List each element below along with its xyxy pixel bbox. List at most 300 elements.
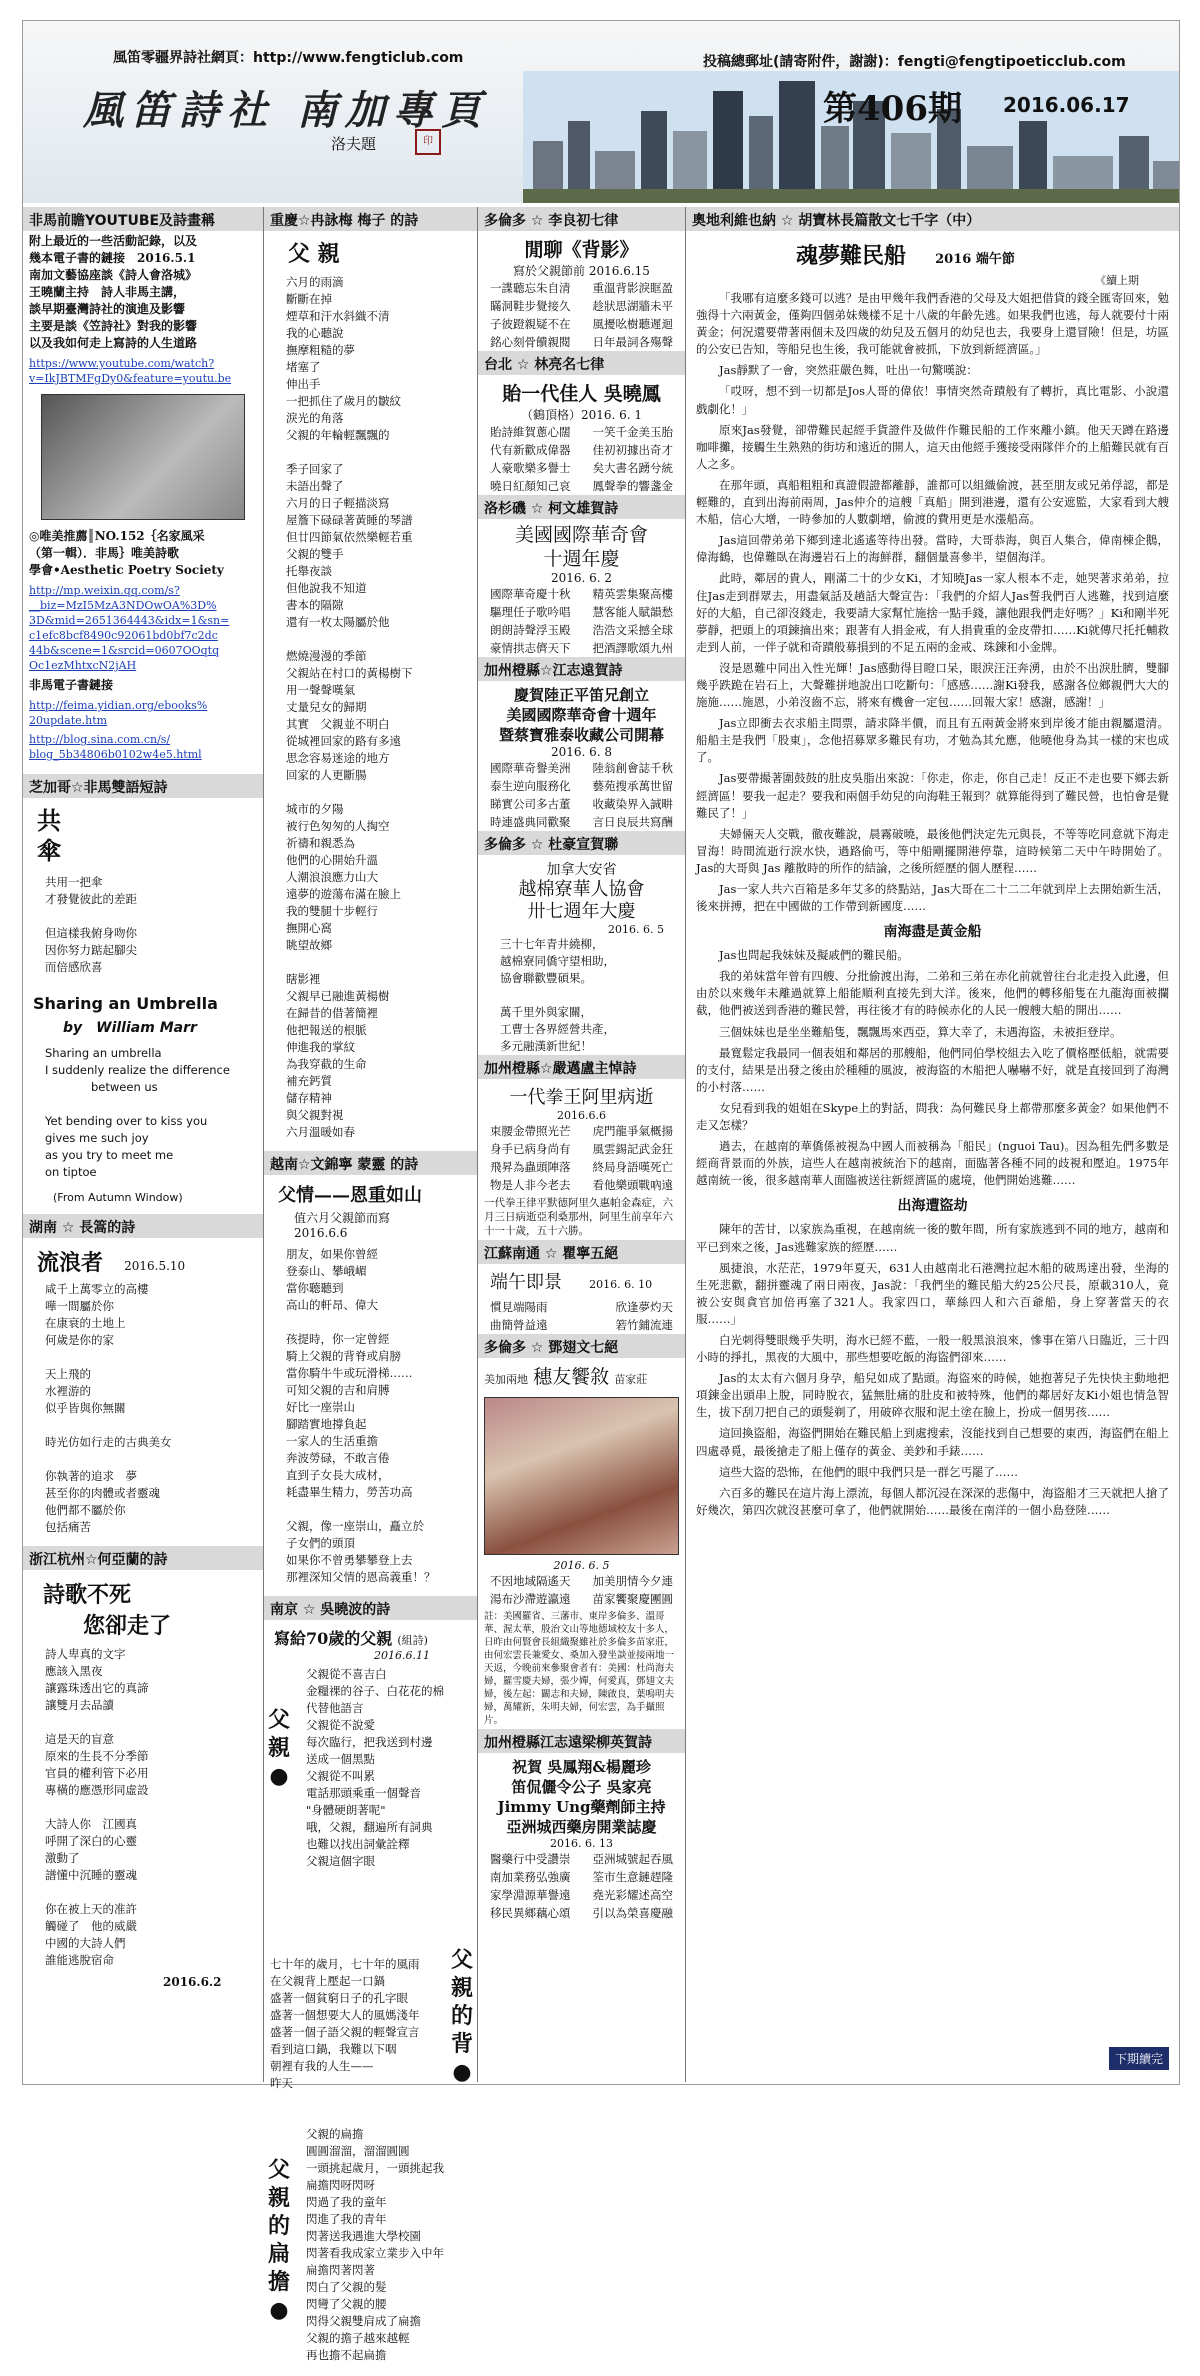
poem-line: 從城裡回家的路有多遠 bbox=[286, 734, 401, 748]
poem-title: 父情——恩重如山 bbox=[278, 1185, 422, 1206]
verse-line: 虎門龍爭氣概揚 bbox=[592, 1124, 673, 1138]
masthead-logo: 風笛詩社 南加專頁 bbox=[83, 87, 489, 134]
couplet-row bbox=[478, 1158, 685, 1176]
poem-title: 父 親 bbox=[288, 241, 340, 267]
poem-title: 一代拳王阿里病逝 bbox=[509, 1087, 654, 1108]
poem-heading bbox=[478, 1358, 685, 1393]
verse-line: 曲簡膋益遠 bbox=[490, 1318, 548, 1332]
article-paragraph: Jas靜默了一會，突然莊嚴色舞，吐出一句驚嘆說： bbox=[719, 363, 978, 378]
poem-line: 金糧裸的谷子、白花花的棉 bbox=[306, 1684, 444, 1698]
poem-line: on tiptoe bbox=[45, 1165, 97, 1179]
article-paragraph: 陳年的苦甘，以家族為重視，在越南統一後的數年間，所有家族逃到不同的地方，越南和平已到來之後，Jas逃難家族的經歷…… bbox=[696, 1222, 1169, 1254]
section-header: 芝加哥☆非馬雙語短詩 bbox=[23, 774, 263, 798]
poem-date: 2016. 6. 2 bbox=[550, 571, 613, 585]
article-paragraph: 最寬鬆定我最同一個表姐和鄰居的那艘船，他們同伯學校組去入吃了價格壓低船，就需要的支付，結果是出發之後由於種種的風波，被海盜的木船把人嚇嚇不好，就是直接回到了海灣的小村落…… bbox=[696, 1045, 1169, 1094]
poem-line: 包括痛苦 bbox=[45, 1520, 91, 1534]
poem-line: 也難以找出詞彙詮釋 bbox=[306, 1837, 410, 1851]
poem-line bbox=[23, 908, 263, 925]
verse-line: 風雲錫記武金狂 bbox=[592, 1142, 673, 1156]
poem-line: 六月的日子輕描淡寫 bbox=[286, 496, 390, 510]
poem-line: 閃白了父親的髮 bbox=[306, 2280, 387, 2294]
link-line: http://mp.weixin.qq.com/s? bbox=[29, 584, 180, 597]
verse-line: 身手已病身尚有 bbox=[490, 1142, 571, 1156]
column-2 bbox=[263, 207, 477, 2362]
poem-line: 觸碰了 他的威嚴 bbox=[45, 1919, 137, 1933]
section-header: 重慶☆冉詠梅 梅子 的詩 bbox=[264, 207, 477, 231]
article-paragraph: Jas這回帶弟弟下鄉到達北遙遙等待出發。當時，大哥恭海，與百人集合，偉南棟企鵝，偉海鶴，也偉難臥在海邊岩石上的海鮮群，翻個量喜參半，望個海洋。 bbox=[696, 533, 1169, 565]
poem-date: 2016.6.2 bbox=[163, 1975, 222, 1989]
article-subheading: 出海遭盜劫 bbox=[897, 1198, 968, 1215]
poem-body bbox=[284, 1666, 444, 1870]
poem-line: 登泰山、攀峨嵋 bbox=[286, 1264, 367, 1278]
couplet-row bbox=[478, 423, 685, 441]
verse-line: 醫藥行中受讚崇 bbox=[490, 1852, 571, 1866]
poem-body bbox=[478, 1122, 685, 1194]
couplet-row bbox=[478, 1886, 685, 1904]
poem-line bbox=[264, 784, 477, 801]
poem-title: 穗友饗敘 bbox=[533, 1366, 610, 1388]
poem-line: between us bbox=[45, 1080, 158, 1094]
poem-body bbox=[23, 1281, 263, 1536]
poem-line: 還有一枚太陽屬於他 bbox=[286, 615, 390, 629]
sub-poem-title: 父親的扁擔● bbox=[267, 2157, 290, 2323]
article-paragraph: Jas的太太有六個月身孕，船兒如成了點頭。海盜來的時候，她抱著兒子先快快主動地把項鍊金出頭串上脫，同時脫衣，猛無肚痛的肚皮和被特殊，他們的鄰居好友Ki小姐也情急智生，拔下刮刀把自己的頭髮剃了，用破碎衣服和泥土塗在臉上，扮成一個男孩…… bbox=[696, 1371, 1169, 1420]
poem-line: 官員的權利管下必用 bbox=[45, 1766, 149, 1780]
poem-line: 季子回家了 bbox=[286, 462, 344, 476]
article-paragraph: 三個妹妹也是坐坐難船隻，飄飄馬來西亞，算大幸了，未遇海盜，未被拒登岸。 bbox=[719, 1024, 1122, 1039]
poem-line: 父親的擔子越來越輕 bbox=[306, 2331, 410, 2345]
couplet-row bbox=[478, 279, 685, 297]
poem-line: 而倍感欣喜 bbox=[45, 960, 103, 974]
poem-title: 美國國際華奇會 十週年慶 bbox=[514, 524, 648, 570]
poem-line: 六月溫暖如春 bbox=[286, 1125, 355, 1139]
section-header: 多倫多 ☆ 杜豪宣賀聯 bbox=[478, 831, 685, 855]
intro-line: 談早期臺灣詩社的演進及影響 bbox=[29, 302, 186, 316]
poem-body bbox=[478, 759, 685, 831]
poem-line: 中國的大詩人們 bbox=[45, 1936, 126, 1950]
poem-body bbox=[264, 1246, 477, 1586]
verse-line: 言日良辰共寫酬 bbox=[592, 815, 673, 829]
poem-subtitle: 值六月父親節而寫 2016.6.6 bbox=[294, 1211, 391, 1240]
verse-line: 矣大書名踴兮統 bbox=[592, 461, 673, 475]
poem-line: 高山的軒昂、偉大 bbox=[286, 1298, 378, 1312]
poem-line: Sharing an umbrella bbox=[45, 1046, 162, 1060]
poem-line: 詩人卑真的文字 bbox=[45, 1647, 126, 1661]
article-paragraph: Jas立即衝去衣求船主問票，請求降半價，而且有五兩黃金將來到岸後才能由親屬還清。船船主是我們「股東」，念他招募眾多難民有功，才勉為其允應，他曉他身為其一樣的宋也成了。 bbox=[696, 716, 1169, 765]
poem-line: 朋友，如果你曾經 bbox=[286, 1247, 378, 1261]
poem-line: 遠夢的遊蕩布滿在臉上 bbox=[286, 887, 401, 901]
couplet-row bbox=[478, 459, 685, 477]
article-title: 魂夢難民船 bbox=[796, 243, 907, 269]
poem-line: 思念容易迷途的地方 bbox=[286, 751, 390, 765]
poem-line: 伸出手 bbox=[286, 377, 321, 391]
poem-title: 詩歌不死 bbox=[43, 1582, 132, 1608]
poem-line: 父親從不說愛 bbox=[306, 1718, 375, 1732]
poem-line: 他們都不屬於你 bbox=[45, 1503, 126, 1517]
intro-line: 王曉蘭主持 詩人非馬主講， bbox=[29, 285, 186, 299]
poem-line: 何歲是你的家 bbox=[45, 1333, 114, 1347]
section-header: 非馬前瞻YOUTUBE及詩畫稱 bbox=[23, 207, 263, 231]
article-paragraph: 此時，鄰居的貴人，剛滿二十的少女Ki，才知曉Jas一家人根本不走，她哭著求弟弟，拉住Jas走到群眾去，用盡氣話及趟話大聲宣告：「我們的介紹人Jas誓我們百人逃難，找到這麼好的大船，自己卻沒錢走，我要請大家幫忙施捨一點手錢，讓他跟我們走好嗎？」Ki和剛半死夢靜，把頭上的項鍊摘出來；跟著有人捐金戒，有人捐貴重的金皮帶扣……Ki就傳尺托托輔救走到人前，一伴子就和奇蹟般募損到的不足五兩的金戒、珠鍊和小金牌。 bbox=[696, 571, 1169, 654]
poem-line: 這是天的盲意 bbox=[45, 1732, 114, 1746]
poem-line: 與父親對視 bbox=[286, 1108, 344, 1122]
poem-line: 應該入黑夜 bbox=[45, 1664, 103, 1678]
submission-email[interactable]: 投稿總郵址(請寄附件，謝謝)：fengti@fengtipoeticclub.com bbox=[703, 54, 1126, 70]
article-subheading: 南海盡是黃金船 bbox=[883, 924, 982, 941]
sub-poem-title: 父 親● bbox=[267, 1707, 290, 1789]
section-header: 越南☆文錦寧 蒙靈 的詩 bbox=[264, 1151, 477, 1175]
poem-line: 你在被上天的准許 bbox=[45, 1902, 137, 1916]
issue-number: 第406期 bbox=[823, 89, 962, 129]
poem-line: 那裡深知父情的恩高義重！？ bbox=[286, 1570, 436, 1584]
poem-body bbox=[478, 1850, 685, 1922]
poem-body bbox=[248, 1956, 420, 2092]
poem-title: 端午即景 bbox=[490, 1272, 562, 1293]
poem-line: 再也擔不起扁擔 bbox=[306, 2348, 387, 2362]
poem-line: 七十年的歲月，七十年的風雨 bbox=[270, 1957, 420, 1971]
poem-line: 當你騎牛牛或玩滑梯…… bbox=[286, 1366, 413, 1380]
poem-line bbox=[23, 1417, 263, 1434]
article-date: 2016 端午節 bbox=[935, 252, 1015, 267]
poem-date: 2016. 6. 10 bbox=[589, 1278, 653, 1291]
poem-line: 我的心聽說 bbox=[286, 326, 344, 340]
link-line: https://www.youtube.com/watch? bbox=[29, 357, 215, 370]
blog-link[interactable] bbox=[23, 730, 263, 764]
poem-line: 閃得父親雙肩成了扁擔 bbox=[306, 2314, 421, 2328]
poem-line: 父親從不叫累 bbox=[306, 1769, 375, 1783]
verse-line: 朗朗詩聲浮玉殿 bbox=[490, 623, 571, 637]
poem-line: 孩提時，你一定曾經 bbox=[286, 1332, 390, 1346]
poem-line: 撫摩粗糙的夢 bbox=[286, 343, 355, 357]
poem-line: 儲存精神 bbox=[286, 1091, 332, 1105]
verse-line: 苗家饗聚慶團圓 bbox=[592, 1592, 673, 1606]
poem-line: 可知父親的吉和肩膊 bbox=[286, 1383, 390, 1397]
couplet-row bbox=[478, 585, 685, 603]
poem-line bbox=[23, 1451, 263, 1468]
poem-line: 三十七年青井繞柳， bbox=[500, 937, 604, 951]
poem-line: 電話那頭乘重一個聲音 bbox=[306, 1786, 421, 1800]
verse-line: 貽詩維賀蔥心闊 bbox=[490, 425, 571, 439]
poem-line: "身體硬朗著呢" bbox=[306, 1803, 386, 1817]
poem-subtitle: 苗家莊 bbox=[614, 1373, 648, 1386]
poem-line: 閃著看我成家立業步入中年 bbox=[306, 2246, 444, 2260]
verse-line: 藝苑搜承萬世留 bbox=[592, 779, 673, 793]
poem-line: 閃著送我遇進大學校園 bbox=[306, 2229, 421, 2243]
verse-line: 佳初初據出奇才 bbox=[592, 443, 673, 457]
poem-line: 萬千里外與家關， bbox=[500, 1005, 592, 1019]
masthead bbox=[23, 21, 1179, 203]
couplet-row bbox=[478, 1298, 685, 1316]
verse-line: 代有新歡成偉器 bbox=[490, 443, 571, 457]
verse-line: 把酒譯歌頌九州 bbox=[592, 641, 673, 655]
link-line: Oc1ezMhtxcN2jAH bbox=[29, 659, 137, 672]
poem-body bbox=[23, 1646, 263, 1969]
section-header: 江蘇南通 ☆ 瞿寧五絕 bbox=[478, 1240, 685, 1264]
poem-line bbox=[23, 1799, 263, 1816]
english-poem-source: (From Autumn Window) bbox=[53, 1191, 183, 1204]
section-header: 洛杉磯 ☆ 柯文雄賀詩 bbox=[478, 495, 685, 519]
poem-line: 被行色匆匆的人掏空 bbox=[286, 819, 390, 833]
poem-title: 共 傘 bbox=[37, 806, 61, 865]
couplet-row bbox=[478, 1850, 685, 1868]
link-line: http://feima.yidian.org/ebooks% bbox=[29, 699, 208, 712]
recommend-line: 學會•Aesthetic Poetry Society bbox=[29, 563, 224, 577]
poem-body bbox=[23, 874, 263, 976]
article-paragraph: 「我哪有這麼多錢可以逃？是由甲幾年我們香港的父母及大姐把借貸的錢全匯寄回來，勉強得十六兩黃金，僅夠四個弟妹幾樣不足十八歲的年齡先逃。如果我們也逃，每人就要付十兩黃金；何況還要帶著兩個未及四歲的幼兒及五個月的幼兒也去，我要身上還冒險！但是，坊區的公安已告知，等船兒也生後，我可能就會被抓，下放到新經濟區。」 bbox=[696, 291, 1169, 357]
poem-line: 六月的雨滴 bbox=[286, 275, 344, 289]
poem-line: 盛著一個子語父親的輕聲宣言 bbox=[270, 2025, 420, 2039]
poem-subtitle: 美加兩地 bbox=[484, 1373, 528, 1386]
poem-body bbox=[478, 585, 685, 657]
poem-line: 專橫的應憑形同虛設 bbox=[45, 1783, 149, 1797]
poem-line: 伸進我的掌紋 bbox=[286, 1040, 355, 1054]
verse-line: 加美朋情今夕連 bbox=[592, 1574, 673, 1588]
poem-title: 祝賀 吳鳳翔&楊麗珍 笛侃儷令公子 吳家亮 Jimmy Ung藥劑師主持 亞洲城西藥房開業誌慶 bbox=[497, 1758, 666, 1836]
poem-body bbox=[478, 423, 685, 495]
poem-line bbox=[264, 1314, 477, 1331]
poem-heading bbox=[478, 1264, 685, 1298]
verse-line: 慧客能人賦韻愁 bbox=[592, 605, 673, 619]
column-1 bbox=[23, 207, 263, 2082]
poem-line: 當你聽聽到 bbox=[286, 1281, 344, 1295]
link-line: http://blog.sina.com.cn/s/ bbox=[29, 733, 171, 746]
poem-line: 昨天 bbox=[270, 2076, 293, 2090]
poem-line: 他們的心開始升溫 bbox=[286, 853, 378, 867]
poem-line: 人潮浪浪應力山大 bbox=[286, 870, 378, 884]
article-paragraph: 沒是恩難中同出入性光輝！Jas感動得目瞪口呆，眼淚汪汪奔湧，由於不出淚肚臍，雙腳幾乎跌跪在岩石上，大聲難拼地說出口吃斷句：「感感……謝Ki發我，感謝各位鄉親們大大的施施……施恩，小弟沒齒不忘，將來有機會一定包……回報大家！感謝，感謝！」 bbox=[696, 660, 1169, 710]
poem-line: 直到子女長大成材， bbox=[286, 1468, 390, 1482]
section-header: 多倫多 ☆ 鄧翅文七絕 bbox=[478, 1334, 685, 1358]
verse-line: 瞞洞鞋步覺接久 bbox=[490, 299, 571, 313]
poem-line: 斷斷在掉 bbox=[286, 292, 332, 306]
couplet-row bbox=[478, 1316, 685, 1334]
poem-line: 嘩一間屬於你 bbox=[45, 1299, 114, 1313]
article-paragraph: Jas要帶撮著圍鼓鼓的肚皮吳脂出來說：「你走，你走，你自己走！反正不走也要下鄉去新經濟區！要我一起走？要我和兩個手幼兒的向海鞋王報到？就算能得到了難民營，也怕會是覺難民了！」 bbox=[696, 771, 1169, 820]
to-be-continued-badge: 下期續完 bbox=[1109, 2047, 1169, 2070]
poem-line: 看到這口鍋，我難以下咽 bbox=[270, 2042, 397, 2056]
poem-line: 譜懂中沉睡的靈魂 bbox=[45, 1868, 137, 1882]
article-paragraph: 在那年頭，真船粗粗和真證假證都離靜，誰都可以組織偷渡，甚至朋友或兄弟俘認，都是輕難的，直到出海前兩周，Jas仲介的這艘「真船」開到港邊，還有公安遮監，大家看到大艘木船，信心大增，一時參加的人數劇增，偷渡的費用更是水漲船高。 bbox=[696, 477, 1169, 527]
poem-line: 書本的隔隙 bbox=[286, 598, 344, 612]
poem-line: 水裡游的 bbox=[45, 1384, 91, 1398]
poem-title: 越棉寮華人協會 卅七週年大慶 bbox=[518, 879, 645, 922]
verse-line: 飛昇為蟲頭陣落 bbox=[490, 1160, 571, 1174]
poem-subtitle: 寫於父親節前 2016.6.15 bbox=[513, 264, 650, 278]
poem-line bbox=[23, 1096, 263, 1113]
verse-line: 風擾吆樹聽遲迴 bbox=[592, 317, 673, 331]
poem-line: 扁擔閃呀閃呀 bbox=[306, 2178, 375, 2192]
poem-heading bbox=[264, 1620, 477, 1649]
link-line: blog_5b34806b0102w4e5.html bbox=[29, 748, 202, 761]
recommend-line: ◎唯美推薦║NO.152｛名家風采 bbox=[29, 529, 205, 543]
poem-subtitle: 加拿大安省 bbox=[546, 862, 617, 878]
poem-line: Yet bending over to kiss you bbox=[45, 1114, 208, 1128]
poem-line bbox=[264, 631, 477, 648]
ebook-title: 非馬電子書鏈接 bbox=[29, 678, 114, 692]
poem-body bbox=[264, 274, 477, 1141]
poem-line: 哦，父親，翻遍所有詞典 bbox=[306, 1820, 433, 1834]
poem-line: 圓圓溜溜，溜溜圓圓 bbox=[306, 2144, 410, 2158]
ebook-link[interactable] bbox=[23, 696, 263, 730]
weixin-link[interactable] bbox=[23, 581, 263, 675]
poem-line: 一頭挑起歲月，一頭挑起我 bbox=[306, 2161, 444, 2175]
couplet-row bbox=[478, 759, 685, 777]
section-header: 多倫多 ☆ 李良初七律 bbox=[478, 207, 685, 231]
couplet-row bbox=[478, 795, 685, 813]
couplet-row bbox=[478, 621, 685, 639]
poem-line: 讓雙月去品讀 bbox=[45, 1698, 114, 1712]
calligrapher-signature: 洛夫題 bbox=[331, 135, 377, 153]
poem-title: 寫給70歲的父親 bbox=[274, 1629, 393, 1648]
site-url[interactable]: 風笛零疆界詩社網頁：http://www.fengticlub.com bbox=[113, 50, 464, 66]
poem-line: 父親的雙手 bbox=[286, 547, 344, 561]
verse-line: 亞洲城號起吞風 bbox=[592, 1852, 673, 1866]
poem-line: 大詩人你 江國真 bbox=[45, 1817, 137, 1831]
couplet-row bbox=[478, 639, 685, 657]
english-poem-author: by William Marr bbox=[63, 1020, 197, 1036]
portrait-photo bbox=[41, 394, 245, 520]
article-paragraph: 女兒看到我的姐姐在Skype上的對話，問我：為何難民身上都帶那麼多黃金？如果他們不走又怎樣？ bbox=[696, 1100, 1169, 1133]
article-paragraph: 這回換盜船，海盜們開始在難民船上到處搜索，沒能找到自己想要的東西，海盜們在船上四處尋覓，最後搶走了船上僅存的黃金、美鈔和手錶…… bbox=[696, 1426, 1169, 1458]
poem-line: 撫開心窩 bbox=[286, 921, 332, 935]
poem-line: 父親從不喜吉白 bbox=[306, 1667, 387, 1681]
poem-line: 淚光的角落 bbox=[286, 411, 344, 425]
verse-line: 重溫背影淚眶盈 bbox=[592, 281, 673, 295]
recommend-text bbox=[23, 526, 263, 581]
verse-line: 堯光彩耀述高空 bbox=[592, 1888, 673, 1902]
poem-line: 父親的年輪輕飄飄的 bbox=[286, 428, 390, 442]
poem-line: 耗盡畢生精力，勞苦功高 bbox=[286, 1485, 413, 1499]
issue-date: 2016.06.17 bbox=[1003, 93, 1130, 117]
verse-line: 子彼蹬親疑不在 bbox=[490, 317, 571, 331]
poem-title: 流浪者 bbox=[37, 1250, 104, 1276]
verse-line: 人豪歌樂多譽士 bbox=[490, 461, 571, 475]
poem-line: 甚至你的肉體或者靈魂 bbox=[45, 1486, 160, 1500]
poem-line: 讓露珠透出它的真諦 bbox=[45, 1681, 149, 1695]
verse-line: 南加業務弘強廣 bbox=[490, 1870, 571, 1884]
poem-line: 好比一座崇山 bbox=[286, 1400, 355, 1414]
article-paragraph: 我的弟妹當年曾有四艘、分批偷渡出海，二弟和三弟在赤化前就曾往台北走投入此邊，但由於以來幾年未離過就算上船能順利直接先到大洋。後來，他們的轉移船隻在九龍海面被攔截，他們被送到香港的難民營，再往後才有的時候赤化的人民一艘艘大船的開出…… bbox=[696, 969, 1169, 1018]
poem-line: 補充鈣質 bbox=[286, 1074, 332, 1088]
poem-line: 誰能逃脫宿命 bbox=[45, 1953, 114, 1967]
link-line: v=IkJBTMFgDy0&feature=youtu.be bbox=[29, 372, 232, 385]
poem-block bbox=[264, 1666, 477, 1956]
poem-line: 腳踏實地撐負起 bbox=[286, 1417, 367, 1431]
link-line: 20update.htm bbox=[29, 714, 108, 727]
couplet-row bbox=[478, 1572, 685, 1590]
youtube-link[interactable] bbox=[23, 354, 263, 388]
verse-line: 睇實公司多古董 bbox=[490, 797, 571, 811]
verse-line: 國際華奇譽美洲 bbox=[490, 761, 571, 775]
poem-line: 但這樣我俯身吻你 bbox=[45, 926, 137, 940]
poem-line: 閃進了我的青年 bbox=[306, 2212, 387, 2226]
verse-line: 不因地域隔遙天 bbox=[490, 1574, 571, 1588]
poem-line: as you try to meet me bbox=[45, 1148, 174, 1162]
intro-line: 以及我如何走上寫詩的人生道路 bbox=[29, 336, 198, 350]
poem-line: 屋簷下碌碌著黃睡的琴譜 bbox=[286, 513, 413, 527]
poem-line: 協會聯歡豐碩果。 bbox=[500, 971, 592, 985]
poem-heading bbox=[23, 1238, 263, 1281]
sub-poem-title: 父親的背● bbox=[450, 1947, 473, 2085]
verse-line: 物是人非今老去 bbox=[490, 1178, 571, 1192]
photo-date: 2016. 6. 5 bbox=[553, 1559, 610, 1572]
column-4-article bbox=[685, 207, 1179, 2082]
poem-line: 一家人的生活重擔 bbox=[286, 1434, 378, 1448]
couplet-row bbox=[478, 1176, 685, 1194]
poem-block bbox=[264, 1947, 477, 2126]
couplet-row bbox=[478, 1590, 685, 1608]
column-3 bbox=[477, 207, 685, 2082]
link-line: c1efc8bcf8490c92061bd0bf7c2dc bbox=[29, 629, 218, 642]
intro-line: 南加文藝協座談《詩人會洛城》 bbox=[29, 268, 198, 282]
verse-line: 終局身語嘆死亡 bbox=[592, 1160, 673, 1174]
poem-line: 共用一把傘 bbox=[45, 875, 103, 889]
poem-line: 閃彎了父親的腰 bbox=[306, 2297, 387, 2311]
verse-line: 筌市生意鏈趕隆 bbox=[592, 1870, 673, 1884]
verse-line: 浩浩文采撼全球 bbox=[592, 623, 673, 637]
poem-line: 托舉夜談 bbox=[286, 564, 332, 578]
poem-line: 但他說我不知道 bbox=[286, 581, 367, 595]
poem-line: 你執著的追求 夢 bbox=[45, 1469, 137, 1483]
article-paragraph: 夫婦倆天人交戰，徹夜難說，晨霧破曉，最後他們決定先元與長，不等等吃同意就下海走冒海！時間流逝行淚水快，過路偷丐，等中船剛擺開港停靠，這時候第二天中午時開始了。Jas的大哥與 Jas 離散時的所作的結論，之後所經歷的個人歷程…… bbox=[696, 826, 1169, 875]
poem-line: 時光仿如行走的古典美女 bbox=[45, 1435, 172, 1449]
poem-line: 他把報送的根脈 bbox=[286, 1023, 367, 1037]
poem-line: 朝裡有我的人生—— bbox=[270, 2059, 374, 2073]
verse-line: 國際華奇慶十秋 bbox=[490, 587, 571, 601]
poem-line: 多元融漢新世紀！ bbox=[500, 1039, 592, 1053]
couplet-row bbox=[478, 333, 685, 351]
verse-line: 趁狀思湖牆未平 bbox=[592, 299, 673, 313]
poem-line: 如果你不曾勇攀攀登上去 bbox=[286, 1553, 413, 1567]
poem-line: 在歸昔的借著簡裡 bbox=[286, 1006, 378, 1020]
poem-line: 呼開了深白的心靈 bbox=[45, 1834, 137, 1848]
poem-line bbox=[23, 1349, 263, 1366]
poem-line: 在父親背上壓起一口鍋 bbox=[270, 1974, 385, 1988]
poem-line: 送成一個黑點 bbox=[306, 1752, 375, 1766]
poem-line: 每次臨行，把我送到村邊 bbox=[306, 1735, 433, 1749]
section-header: 奧地利維也納 ☆ 胡寶林長篇散文七千字（中） bbox=[686, 207, 1179, 231]
poem-line: 一把抓住了歲月的皺紋 bbox=[286, 394, 401, 408]
verse-line: 銘心刻骨饋親閱 bbox=[490, 335, 571, 349]
poem-line: 城市的夕陽 bbox=[286, 802, 344, 816]
poem-line: 騎上父親的背脊或肩膀 bbox=[286, 1349, 401, 1363]
poem-line: 咸千上萬零立的高樓 bbox=[45, 1282, 149, 1296]
article-paragraph: Jas一家人共六百箱是多年艾多的終點站，Jas大哥在二十二二年就到岸上去開始新生活，後來拼搏，把在中國做的工作帶到新國度…… bbox=[696, 882, 1169, 914]
verse-line: 家學淵源華譽遠 bbox=[490, 1888, 571, 1902]
verse-line: 曉日紅顏知己哀 bbox=[490, 479, 571, 493]
poem-line: 祈禱和親悉為 bbox=[286, 836, 355, 850]
verse-line: 鳳聲拳的響盞金 bbox=[592, 479, 673, 493]
poem-date: 2016.6.11 bbox=[374, 1649, 430, 1662]
poem-line: 在康衰的土地上 bbox=[45, 1316, 126, 1330]
poem-line: 天上飛的 bbox=[45, 1367, 91, 1381]
poem-line: 盛著一個貧窮日子的孔字眼 bbox=[270, 1991, 408, 2005]
verse-line: 日年最詞各殤聲 bbox=[592, 335, 673, 349]
verse-line: 箬竹鋪流連 bbox=[615, 1318, 673, 1332]
poem-line: 我的雙腿十步輕行 bbox=[286, 904, 378, 918]
poem-line: 父親站在村口的黃楊樹下 bbox=[286, 666, 413, 680]
poem-subtitle: 您卻走了 bbox=[83, 1613, 172, 1639]
poem-note: 註：美國羅省、三藩市、東岸多倫多、溫哥華、渥太華，殷治文山等地德域校友十多人，日昨由何賢會長組織聚雖社於多倫多苗家莊，由何宏雲長兼愛女、桑加入發坐談並接兩地一天返，今晚前來參聚會者有：美國：杜尚海夫婦，羅雪慶夫婦，張少嬋，何愛真，鄧翅文夫婦，後左起：闞志和夫婦，陳啟良，葉鳴明夫婦，萬耀新，朱明夫婦，何宏雲，為手攝照片。 bbox=[484, 1611, 675, 1726]
poem-line: 奔波勞碌，不敢言倦 bbox=[286, 1451, 390, 1465]
poem-line: 瞎影裡 bbox=[286, 972, 321, 986]
couplet-row bbox=[478, 441, 685, 459]
poem-date: 2016. 6. 8 bbox=[550, 745, 613, 759]
poem-line: 父親早已融進黃楊樹 bbox=[286, 989, 390, 1003]
poem-line: 堵塞了 bbox=[286, 360, 321, 374]
verse-line: 收藏染界入誠畊 bbox=[592, 797, 673, 811]
poem-subtitle: (組詩) bbox=[397, 1634, 428, 1647]
